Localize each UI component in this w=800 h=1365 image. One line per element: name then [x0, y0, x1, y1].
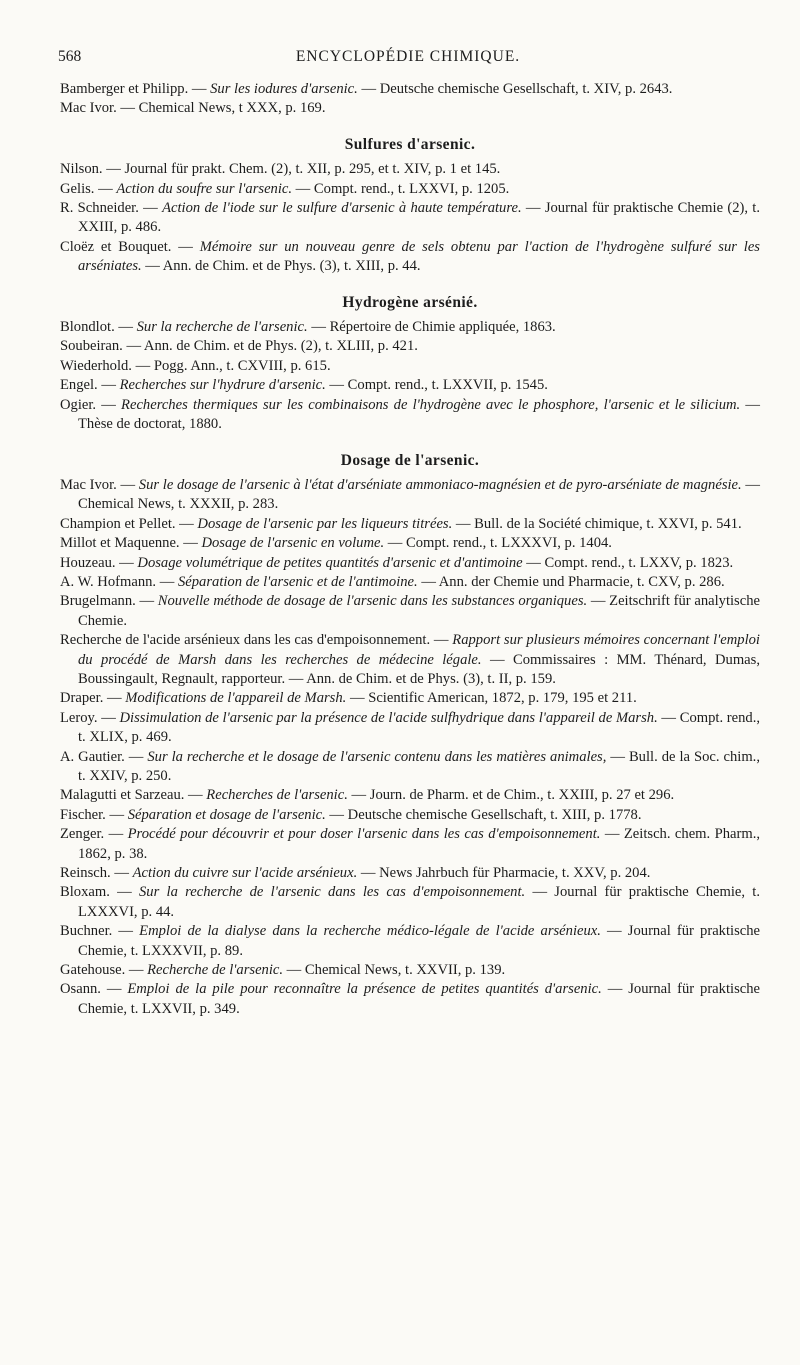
entry-author: Wiederhold.	[60, 357, 132, 374]
entry-source: Scientific American, 1872, p. 179, 195 et 211.	[368, 690, 637, 707]
entry-title: Procédé pour découvrir et pour doser l'arsenic dans les cas d'empoisonnement.	[127, 826, 601, 843]
entry-author: Leroy.	[60, 709, 98, 726]
entry-author: Osann.	[60, 981, 101, 998]
entry-title: Sur la recherche et le dosage de l'arsenic contenu dans les matières animales,	[147, 748, 607, 765]
entry-author: Houzeau.	[60, 554, 116, 571]
entry-author: Blondlot.	[60, 319, 115, 336]
entry-title: Nouvelle méthode de dosage de l'arsenic dans les substances organiques.	[157, 593, 588, 610]
entry-title: Emploi de la pile pour reconnaître la présence de petites quantités d'arsenic.	[127, 981, 602, 998]
entry-title: Recherche de l'arsenic.	[147, 962, 284, 979]
entry-source: Bull. de la Soc. chim., t. XXIV, p. 250.	[78, 748, 760, 784]
entry-source: Journal für praktische Chemie (2), t. XXIII, p. 486.	[78, 200, 760, 236]
page-header	[58, 48, 758, 72]
entry-title: Rapport sur plusieurs mémoires concernant l'emploi du procédé de Marsh dans les recherches de médecine légale.	[78, 632, 760, 668]
entry-author: Recherche de l'acide arsénieux dans les cas d'empoisonnement.	[60, 632, 431, 649]
bibliography-entry: Nilson. — Journal für prakt. Chem. (2), t. XII, p. 295, et t. XIV, p. 1 et 145.	[60, 161, 501, 178]
bibliography-entry: A. W. Hofmann. — Séparation de l'arsenic et de l'antimoine. — Ann. der Chemie und Pharmacie, t. CXV, p. 286.	[60, 573, 725, 590]
bibliography-entry: Osann. — Emploi de la pile pour reconnaître la présence de petites quantités d'arsenic. — Journal für praktische Chemie, t. LXXVII, p. 349.	[60, 981, 760, 1017]
entry-source: Bull. de la Société chimique, t. XXVI, p. 541.	[474, 515, 742, 532]
bibliography-entry: Draper. — Modifications de l'appareil de Marsh. — Scientific American, 1872, p. 179, 195 et 211.	[60, 690, 637, 707]
bibliography-entry: Houzeau. — Dosage volumétrique de petites quantités d'arsenic et d'antimoine — Compt. rend., t. LXXV, p. 1823.	[60, 554, 734, 571]
bibliography-content	[60, 80, 760, 1019]
section-heading: Sulfures d'arsenic.	[344, 135, 476, 153]
entry-author: Champion et Pellet.	[60, 515, 176, 532]
entry-title: Action du cuivre sur l'acide arsénieux.	[132, 865, 358, 882]
entry-author: Mac Ivor.	[60, 476, 117, 493]
entry-source: Ann. der Chemie und Pharmacie, t. CXV, p. 286.	[438, 573, 725, 590]
entry-title: Dissimulation de l'arsenic par la présence de l'acide sulfhydrique dans l'appareil de Marsh.	[119, 709, 658, 726]
running-title: ENCYCLOPÉDIE CHIMIQUE.	[295, 48, 521, 65]
entry-source: News Jahrbuch für Pharmacie, t. XXV, p. 204.	[379, 865, 651, 882]
bibliography-entry: Millot et Maquenne. — Dosage de l'arsenic en volume. — Compt. rend., t. LXXXVI, p. 1404.	[60, 535, 612, 552]
entry-author: Engel.	[60, 377, 98, 394]
entry-source: Zeitsch. chem. Pharm., 1862, p. 38.	[78, 826, 761, 862]
entry-source: Journal für praktische Chemie, t. LXXVII, p. 349.	[78, 981, 760, 1017]
entry-author: Fischer.	[60, 806, 106, 823]
entry-author: Brugelmann.	[60, 593, 136, 610]
bibliography-entry: Ogier. — Recherches thermiques sur les combinaisons de l'hydrogène avec le phosphore, l'arsenic et le silicium. — Thèse de doctorat, 1880.	[60, 396, 760, 433]
entry-source: Chemical News, t. XXXII, p. 283.	[78, 496, 279, 513]
entry-source: Ann. de Chim. et de Phys. (2), t. XLIII, p. 421.	[143, 338, 418, 355]
bibliography-entry: Bamberger et Philipp. — Sur les iodures d'arsenic. — Deutsche chemische Gesellschaft, t. XIV, p. 2643.	[60, 81, 673, 97]
entry-source: Chemical News, t. XXVII, p. 139.	[304, 962, 506, 979]
bibliography-entry: Gelis. — Action du soufre sur l'arsenic. — Compt. rend., t. LXXVI, p. 1205.	[60, 180, 510, 197]
bibliography-entry: Malagutti et Sarzeau. — Recherches de l'arsenic. — Journ. de Pharm. et de Chim., t. XXIII, p. 27 et 296.	[60, 787, 675, 804]
entry-title: Sur les iodures d'arsenic.	[210, 81, 358, 97]
entry-source: Compt. rend., t. LXXVI, p. 1205.	[313, 180, 510, 197]
bibliography-entry: Mac Ivor. — Sur le dosage de l'arsenic à l'état d'arséniate ammoniaco-magnésien et de pyro-arséniate de magnésie. — Chemical News, t. XXXII, p. 283.	[60, 476, 760, 513]
entry-source: Zeitschrift für analytische Chemie.	[78, 593, 760, 629]
entry-author: Soubeiran.	[60, 338, 123, 355]
entry-title: Recherches de l'arsenic.	[206, 787, 348, 804]
entry-author: A. W. Hofmann.	[60, 573, 157, 590]
entry-source: Répertoire de Chimie appliquée, 1863.	[329, 319, 556, 336]
entry-title: Dosage de l'arsenic en volume.	[201, 535, 385, 552]
entry-title: Recherches thermiques sur les combinaisons de l'hydrogène avec le phosphore, l'arsenic et le silicium.	[121, 396, 741, 413]
page-number: 568	[58, 48, 82, 65]
section-heading: Hydrogène arsénié.	[342, 293, 478, 311]
bibliography-entry: Gatehouse. — Recherche de l'arsenic. — Chemical News, t. XXVII, p. 139.	[60, 962, 506, 979]
bibliography-entry: Soubeiran. — Ann. de Chim. et de Phys. (2), t. XLIII, p. 421.	[60, 338, 418, 355]
bibliography-entry: R. Schneider. — Action de l'iode sur le sulfure d'arsenic à haute température. — Journal für praktische Chemie (2), t. XXIII, p. 486.	[60, 200, 760, 236]
entry-title: Séparation et dosage de l'arsenic.	[127, 806, 326, 823]
entry-author: Draper.	[60, 690, 104, 707]
entry-title: Action du soufre sur l'arsenic.	[116, 180, 293, 197]
entry-source: Thèse de doctorat, 1880.	[78, 416, 222, 433]
entry-author: Malagutti et Sarzeau.	[60, 787, 185, 804]
entry-source: Deutsche chemische Gesellschaft, t. XIII, p. 1778.	[347, 806, 642, 823]
entry-title: Modifications de l'appareil de Marsh.	[125, 690, 347, 707]
entry-source: Chemical News, t XXX, p. 169.	[138, 100, 326, 117]
bibliography-entry: Cloëz et Bouquet. — Mémoire sur un nouveau genre de sels obtenu par l'action de l'hydrogène sulfuré sur les arséniates. — Ann. de Chim. et de Phys. (3), t. XIII, p. 44.	[60, 238, 760, 275]
entry-source: Compt. rend., t. LXXXVI, p. 1404.	[406, 535, 612, 552]
bibliography-entry: Brugelmann. — Nouvelle méthode de dosage de l'arsenic dans les substances organiques. — Zeitschrift für analytische Chemie.	[60, 593, 760, 629]
entry-source: Journal für praktische Chemie, t. LXXXVI, p. 44.	[78, 884, 761, 920]
entry-author: Cloëz et Bouquet.	[60, 238, 172, 255]
bibliography-entry: A. Gautier. — Sur la recherche et le dosage de l'arsenic contenu dans les matières animales, — Bull. de la Soc. chim., t. XXIV, p. 250.	[60, 748, 760, 784]
entry-source: Journ. de Pharm. et de Chim., t. XXIII, p. 27 et 296.	[369, 787, 675, 804]
entry-author: Bloxam.	[60, 884, 110, 901]
entry-source: Compt. rend., t. XLIX, p. 469.	[78, 709, 761, 746]
entry-source: Journal für praktische Chemie, t. LXXXVII, p. 89.	[78, 923, 761, 959]
entry-author: Ogier.	[60, 396, 97, 413]
entry-source: Compt. rend., t. LXXV, p. 1823.	[544, 554, 734, 571]
bibliography-entry: Champion et Pellet. — Dosage de l'arsenic par les liqueurs titrées. — Bull. de la Société chimique, t. XXVI, p. 541.	[60, 515, 742, 532]
entry-source: Ann. de Chim. et de Phys. (3), t. XIII, p. 44.	[162, 258, 421, 275]
bibliography-entry: Wiederhold. — Pogg. Ann., t. CXVIII, p. 615.	[60, 357, 331, 374]
entry-author: Reinsch.	[60, 865, 111, 882]
section-gap	[60, 435, 760, 443]
section-gap	[60, 119, 760, 127]
entry-author: Buchner.	[60, 923, 113, 940]
entry-author: R. Schneider.	[60, 200, 139, 217]
bibliography-entry: Reinsch. — Action du cuivre sur l'acide arsénieux. — News Jahrbuch für Pharmacie, t. XXV, p. 204.	[60, 865, 651, 882]
entry-title: Sur la recherche de l'arsenic dans les cas d'empoisonnement.	[138, 884, 526, 901]
entry-author: Mac Ivor.	[60, 100, 117, 117]
entry-author: A. Gautier.	[60, 748, 125, 765]
entry-source: Journal für prakt. Chem. (2), t. XII, p. 295, et t. XIV, p. 1 et 145.	[124, 161, 501, 178]
bibliography-entry: Zenger. — Procédé pour découvrir et pour doser l'arsenic dans les cas d'empoisonnement. — Zeitsch. chem. Pharm., 1862, p. 38.	[60, 826, 761, 862]
bibliography-entry: Fischer. — Séparation et dosage de l'arsenic. — Deutsche chemische Gesellschaft, t. XIII, p. 1778.	[60, 806, 642, 823]
bibliography-entry: Engel. — Recherches sur l'hydrure d'arsenic. — Compt. rend., t. LXXVII, p. 1545.	[60, 377, 548, 394]
section-heading: Dosage de l'arsenic.	[340, 451, 480, 469]
entry-author: Gelis.	[60, 180, 95, 197]
bibliography-entry: Buchner. — Emploi de la dialyse dans la recherche médico-légale de l'acide arsénieux. — Journal für praktische Chemie, t. LXXXVII, p. 89.	[60, 923, 761, 959]
entry-title: Séparation de l'arsenic et de l'antimoine.	[177, 573, 418, 590]
bibliography-entry: Mac Ivor. — Chemical News, t XXX, p. 169.	[60, 100, 326, 117]
entry-author: Nilson.	[60, 161, 103, 178]
entry-source: Deutsche chemische Gesellschaft, t. XIV, p. 2643.	[379, 81, 673, 97]
section-gap	[60, 277, 760, 285]
entry-title: Sur le dosage de l'arsenic à l'état d'arséniate ammoniaco-magnésien et de pyro-arséniate de magnésie.	[138, 476, 742, 493]
entry-title: Recherches sur l'hydrure d'arsenic.	[119, 377, 326, 394]
bibliography-entry: Bloxam. — Sur la recherche de l'arsenic dans les cas d'empoisonnement. — Journal für praktische Chemie, t. LXXXVI, p. 44.	[60, 884, 761, 920]
entry-author: Gatehouse.	[60, 962, 126, 979]
entry-title: Mémoire sur un nouveau genre de sels obtenu par l'action de l'hydrogène sulfuré sur les arséniates.	[78, 238, 760, 275]
entry-author: Zenger.	[60, 826, 105, 843]
entry-author: Millot et Maquenne.	[60, 535, 180, 552]
entry-source: Commissaires : MM. Thénard, Dumas, Boussingault, Regnault, rapporteur. — Ann. de Chim. et de Phys. (3), t. II, p. 159.	[78, 651, 760, 687]
entry-source: Compt. rend., t. LXXVII, p. 1545.	[347, 377, 548, 394]
bibliography-entry: Recherche de l'acide arsénieux dans les cas d'empoisonnement. — Rapport sur plusieurs mémoires concernant l'emploi du procédé de Marsh dans les recherches de médecine légale. — Commissaires : MM. Thénard, Dumas, Boussingault, Regnault, rapporteur. — Ann. de Chim. et de Phys. (3), t. II, p. 159.	[60, 632, 760, 687]
entry-title: Dosage volumétrique de petites quantités d'arsenic et d'antimoine	[137, 554, 523, 571]
entry-title: Emploi de la dialyse dans la recherche médico-légale de l'acide arsénieux.	[139, 923, 601, 940]
bibliography-entry: Blondlot. — Sur la recherche de l'arsenic. — Répertoire de Chimie appliquée, 1863.	[60, 319, 556, 336]
entry-title: Action de l'iode sur le sulfure d'arsenic à haute température.	[162, 200, 522, 217]
entry-source: Pogg. Ann., t. CXVIII, p. 615.	[153, 357, 331, 374]
entry-title: Dosage de l'arsenic par les liqueurs titrées.	[197, 515, 453, 532]
bibliography-entry: Leroy. — Dissimulation de l'arsenic par la présence de l'acide sulfhydrique dans l'appareil de Marsh. — Compt. rend., t. XLIX, p. 469.	[60, 709, 761, 746]
entry-title: Sur la recherche de l'arsenic.	[136, 319, 308, 336]
entry-author: Bamberger et Philipp.	[60, 81, 189, 97]
